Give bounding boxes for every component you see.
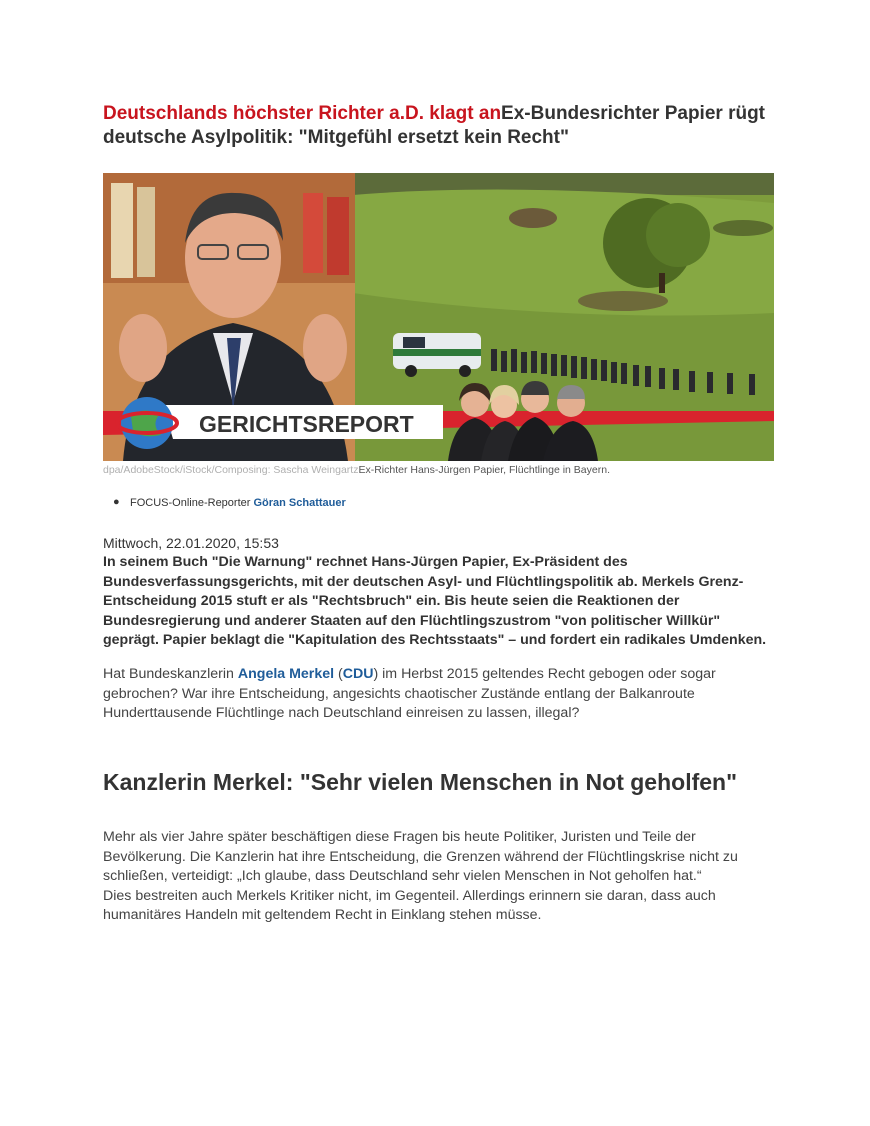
- headline-kicker: Deutschlands höchster Richter a.D. klagt an: [103, 103, 502, 124]
- article-image-composite: [103, 173, 774, 461]
- byline: [113, 496, 346, 509]
- article-image: [103, 173, 774, 461]
- banner-text: GERICHTSREPORT: [199, 411, 414, 437]
- image-credit: dpa/AdobeStock/iStock/Composing: Sascha Weingartz: [103, 464, 359, 476]
- publish-date: Mittwoch, 22.01.2020, 15:53: [103, 535, 279, 551]
- section-heading: Kanzlerin Merkel: "Sehr vielen Menschen in Not geholfen": [103, 769, 737, 795]
- article-paragraph: Mehr als vier Jahre später beschäftigen diese Fragen bis heute Politiker, Juristen und Teile der Bevölkerung. Die Kanzlerin hat ihre Entscheidung, die Grenzen während der Flüchtlingskrise nicht zu schließen, verteidigt: „Ich glaube, dass Deutschland sehr vielen Menschen in Not geholfen hat.“: [103, 829, 738, 884]
- image-caption-text: Ex-Richter Hans-Jürgen Papier, Flüchtlinge in Bayern.: [358, 464, 610, 476]
- paragraph-text: ) im Herbst 2015 geltendes Recht gebogen oder sogar gebrochen? War ihre Entscheidung, angesichts chaotischer Zustände entlang der Balkanroute Hunderttausende Flüchtlinge nach Deutschland einreisen zu lassen, illegal?: [103, 666, 716, 721]
- article-section-body: [103, 828, 773, 926]
- headline-title: Ex-Bundesrichter Papier rügt deutsche Asylpolitik: "Mitgefühl ersetzt kein Recht": [103, 103, 765, 148]
- merkel-link[interactable]: Angela Merkel: [237, 666, 335, 682]
- byline-prefix: FOCUS-Online-Reporter: [130, 497, 254, 509]
- article-paragraph: [103, 665, 773, 724]
- article-lead: In seinem Buch "Die Warnung" rechnet Hans-Jürgen Papier, Ex-Präsident des Bundesverfassungsgerichts, mit der deutschen Asyl- und Flüchtlingspolitik ab. Merkels Grenz-Entscheidung 2015 stuft er als "Rechtsbruch" ein. Bis heute seien die Reaktionen der Bundesregierung und anderer Staaten auf den Flüchtlingszustrom "von politischer Willkür" geprägt. Papier beklagt die "Kapitulation des Rechtsstaats" – und fordert ein radikales Umdenken.: [103, 554, 767, 648]
- author-link[interactable]: Göran Schattauer: [253, 497, 346, 509]
- article-headline: [103, 102, 783, 150]
- cdu-link[interactable]: CDU: [342, 666, 374, 682]
- image-caption: [103, 464, 610, 476]
- paragraph-text: (: [334, 666, 343, 682]
- paragraph-text: Hat Bundeskanzlerin: [103, 666, 238, 682]
- article-paragraph: Dies bestreiten auch Merkels Kritiker nicht, im Gegenteil. Allerdings erinnern sie daran, dass auch humanitäres Handeln mit geltendem Recht in Einklang stehen müsse.: [103, 887, 716, 923]
- bullet-icon: ●: [113, 496, 120, 508]
